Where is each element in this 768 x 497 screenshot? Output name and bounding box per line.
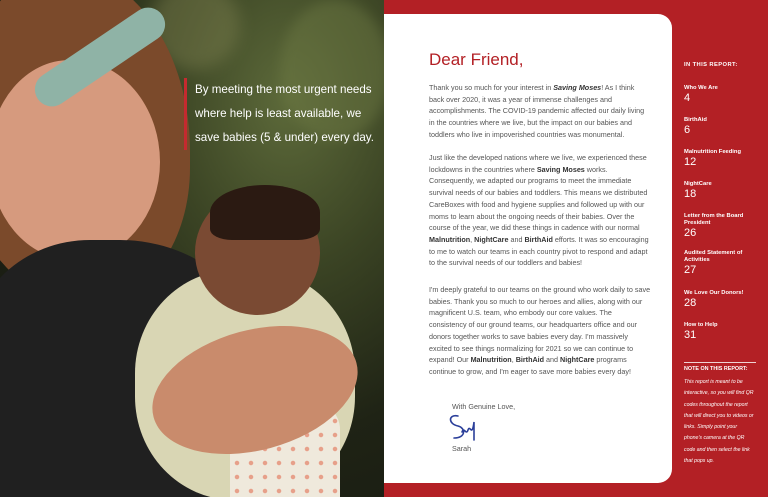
toc-item-board-president-letter[interactable]: Letter from the Board President 26 [684,213,744,239]
letter-closing: With Genuine Love, [452,402,516,411]
toc-item-malnutrition-feeding[interactable]: Malnutrition Feeding 12 [684,149,741,168]
photo-quote [184,78,381,150]
toc-item-we-love-our-donors[interactable]: We Love Our Donors! 28 [684,290,744,309]
toc-item-how-to-help[interactable]: How to Help 31 [684,322,718,341]
letter-paragraph-2: Just like the developed nations where we live, we experienced these lockdowns in the countries where Saving Moses works. Consequently, we adapted our programs to meet the immediate survival needs of our babies and toddlers. This means we distributed CareBoxes with food and hygiene supplies and followed up with our moms to learn about the ongoing needs of their babies. Over the course of the year, we did these things in cadence with our normal Malnutrition, NightCare and BirthAid efforts. It was so encouraging to me to watch our teams in each country pivot to respond and adapt to the survival needs of our toddlers and babies! [429,153,649,268]
toc-header: IN THIS REPORT: [684,62,738,68]
signature-icon [444,412,484,442]
toc-item-who-we-are[interactable]: Who We Are 4 [684,85,718,104]
letter-greeting: Dear Friend, [429,50,524,69]
toc-item-nightcare[interactable]: NightCare 18 [684,181,712,200]
toc-item-birthaid[interactable]: BirthAid 6 [684,117,707,136]
note-body: This report is meant to be interactive, so you will find QR codes throughout the report that will direct you to videos or links. Simply point your phone's camera at the QR code and then select the link that pops up. [684,379,754,465]
report-sidebar [684,0,768,497]
letter-paragraph-3: I'm deeply grateful to our teams on the ground who work daily to save babies. Thank you so much to our heroes and allies, along with our magnificent U.S. team, who embody our core values. The consistency of our ground teams, our headquarters office and our donors together works to save babies every day. I'm massively excited to see things normalizing for 2021 so we can continue to expand! Our Malnutrition, BirthAid and NightCare programs continue to grow, and I'm eager to save more babies every day! [429,285,651,376]
signature-name: Sarah [452,444,472,453]
photo-quote-text: By meeting the most urgent needs where help is least available, we save babies (5 & under) every day. [195,83,374,144]
note-divider [684,362,756,363]
toc-item-audited-statement[interactable]: Audited Statement of Activities 27 [684,250,743,276]
baby-hair [210,185,320,240]
letter-paragraph-1: Thank you so much for your interest in Saving Moses! As I think back over 2020, it was a year of immense challenges and accomplishments. The COVID-19 pandemic affected our daily living in the countries where we live, but the impact on our babies and toddlers who live in impoverished countries was monumental. [429,83,645,139]
letter-card [384,14,672,483]
note-header: NOTE ON THIS REPORT: [684,366,748,372]
